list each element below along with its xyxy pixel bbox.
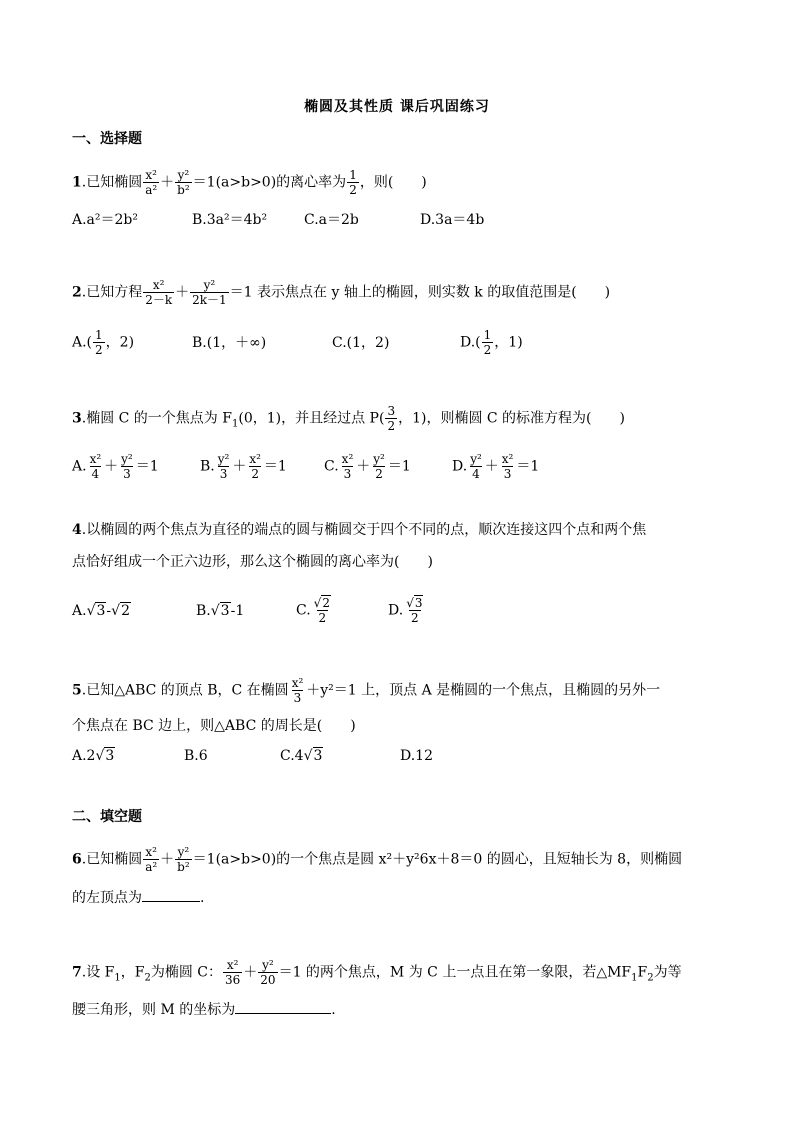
question-5	[72, 676, 660, 705]
fraction: $\frac{\text{y²}}{2k-1}$	[192, 278, 227, 307]
question-number: 1	[72, 174, 82, 191]
question-4	[72, 520, 646, 540]
question-text: ，则( )	[359, 174, 427, 191]
question-number: 6	[72, 851, 82, 868]
question-4-line-2: 点恰好组成一个正六边形，那么这个椭圆的离心率为( )	[72, 554, 433, 570]
question-5-options	[72, 746, 433, 766]
fraction: $\frac{\text{y²}}{\text{b²}}$	[177, 168, 190, 197]
option-d: D.( $\frac{1}{2}$ ，1)	[460, 328, 523, 357]
question-text: .以椭圆的两个焦点为直径的端点的圆与椭圆交于四个不同的点，顺次连接这四个点和两个焦	[81, 522, 647, 538]
question-text: .已知椭圆	[81, 851, 143, 868]
fraction: $\frac{1}{2}$	[483, 328, 492, 357]
question-text: ＋y²＝1 上，顶点 A 是椭圆的一个焦点，且椭圆的另外一	[306, 682, 661, 699]
option-c: C. $\frac{√2}{2}$	[296, 596, 330, 625]
option-b: B.√3-1	[196, 602, 245, 619]
option-c: C.(1，2)	[332, 334, 390, 351]
question-2-options	[72, 328, 523, 357]
question-2: 2.已知方程 $\frac{\text{x²}}{2-k}$ ＋ $\frac{\text{y²}}{2k-1}$ ＝1 表示焦点在 y 轴上的椭圆，则实数 k 的取值范围是( )	[72, 278, 611, 307]
section-heading-fill-blank: 二、填空题	[72, 809, 142, 825]
option-d: D. $\frac{\text{y²}}{4}$ ＋ $\frac{\text{x²}}{3}$ ＝1	[452, 452, 540, 481]
question-number: 4	[72, 522, 82, 538]
fraction: $\frac{\text{x²}}{3}$	[291, 676, 304, 705]
option-b: B. $\frac{\text{y²}}{3}$ ＋ $\frac{\text{x²}}{2}$ ＝1	[200, 452, 287, 481]
option-d: D.12	[400, 748, 433, 764]
question-6: 6.已知椭圆 $\frac{\text{x²}}{\text{a²}}$ ＋ $\frac{\text{y²}}{\text{b²}}$ ＝1(a>b>0)的一个焦点是圆 x²＋y²6x＋8＝0 的圆心，且短轴长为 8，则椭圆	[72, 845, 683, 874]
answer-blank[interactable]	[142, 901, 200, 902]
option-a: A.2√3	[72, 748, 115, 764]
question-5-line-2: 个焦点在 BC 边上，则△ABC 的周长是( )	[72, 718, 356, 734]
option-b: B.(1，＋∞)	[192, 334, 267, 351]
fraction: $\frac{1}{2}$	[95, 328, 103, 357]
option-c: C.4√3	[280, 748, 323, 764]
question-text: .已知方程	[81, 284, 143, 301]
page-title: 椭圆及其性质 课后巩固练习	[304, 99, 490, 115]
question-1-options	[72, 210, 484, 230]
question-4-options	[72, 596, 426, 625]
question-1: 1.已知椭圆 $\frac{\text{x²}}{\text{a²}}$ ＋ $\frac{\text{y²}}{\text{b²}}$ ＝1(a>b>0)的离心率为 $\frac{1}{2}$ ，则( )	[72, 168, 427, 197]
section-heading-choice: 一、选择题	[72, 131, 142, 147]
option-b: B.6	[184, 748, 208, 764]
question-number: 2	[72, 284, 82, 301]
question-7: 7.设 $F_1$，$F_2$为椭圆 C： $\frac{\text{x²}}{36}$ ＋ $\frac{\text{y²}}{20}$ ＝1 的两个焦点，M 为 C 上一点且在第一象限，若$\triangle MF_1F_2$为等	[72, 958, 682, 987]
fraction: $\frac{\text{x²}}{\text{a²}}$	[145, 168, 158, 197]
question-3-options	[72, 452, 539, 481]
question-text: ＝1(a>b>0)的一个焦点是圆 x²＋y²6x＋8＝0 的圆心，且短轴长为 8，则椭圆	[192, 851, 683, 868]
option-b: B.3a²＝4b²	[192, 212, 268, 228]
option-a: A. $\frac{\text{x²}}{4}$ ＋ $\frac{\text{y²}}{3}$ ＝1	[72, 452, 159, 481]
option-c: C.a＝2b	[304, 212, 359, 228]
option-d: D. $\frac{√3}{2}$	[388, 596, 423, 625]
question-3: 3.椭圆 C 的一个焦点为 $F_1(0$，1)，并且经过点 P( $\frac{3}{2}$ ，1)，则椭圆 C 的标准方程为( )	[72, 404, 625, 433]
question-7-line-2: 腰三角形，则 M 的坐标为 .	[72, 1002, 336, 1018]
option-c: C. $\frac{\text{x²}}{3}$ ＋ $\frac{\text{y²}}{2}$ ＝1	[324, 452, 411, 481]
question-number: 3	[72, 410, 82, 427]
answer-blank[interactable]	[235, 1013, 331, 1014]
question-text: ＝1 表示焦点在 y 轴上的椭圆，则实数 k 的取值范围是( )	[229, 284, 611, 301]
option-a: A.a²＝2b²	[72, 212, 139, 228]
question-text: ＝1(a>b>0)的离心率为	[192, 174, 347, 191]
fraction: $\frac{3}{2}$	[387, 404, 396, 433]
fraction: $\frac{\text{y²}}{\text{b²}}$	[177, 845, 190, 874]
fraction: $\frac{\text{y²}}{20}$	[260, 958, 276, 987]
question-text: ，1)，则椭圆 C 的标准方程为( )	[398, 410, 625, 427]
fraction: $\frac{1}{2}$	[349, 168, 357, 197]
option-a: A.√3-√2	[72, 602, 130, 619]
question-number: 7	[72, 964, 82, 981]
question-text: .椭圆 C 的一个焦点为 F	[81, 410, 232, 427]
fraction: $\frac{\text{x²}}{2-k}$	[145, 278, 173, 307]
fraction: $\frac{\text{x²}}{\text{a²}}$	[145, 845, 158, 874]
question-text: .已知椭圆	[81, 174, 143, 191]
question-text: .已知△ABC 的顶点 B，C 在椭圆	[81, 682, 289, 699]
question-6-line-2: 的左顶点为 .	[72, 890, 205, 906]
option-d: D.3a＝4b	[420, 212, 485, 228]
question-number: 5	[72, 682, 82, 699]
fraction: $\frac{\text{x²}}{36}$	[225, 958, 241, 987]
question-text: (0，1)，并且经过点 P(	[238, 410, 385, 427]
option-a: A.( $\frac{1}{2}$ ，2)	[72, 328, 135, 357]
